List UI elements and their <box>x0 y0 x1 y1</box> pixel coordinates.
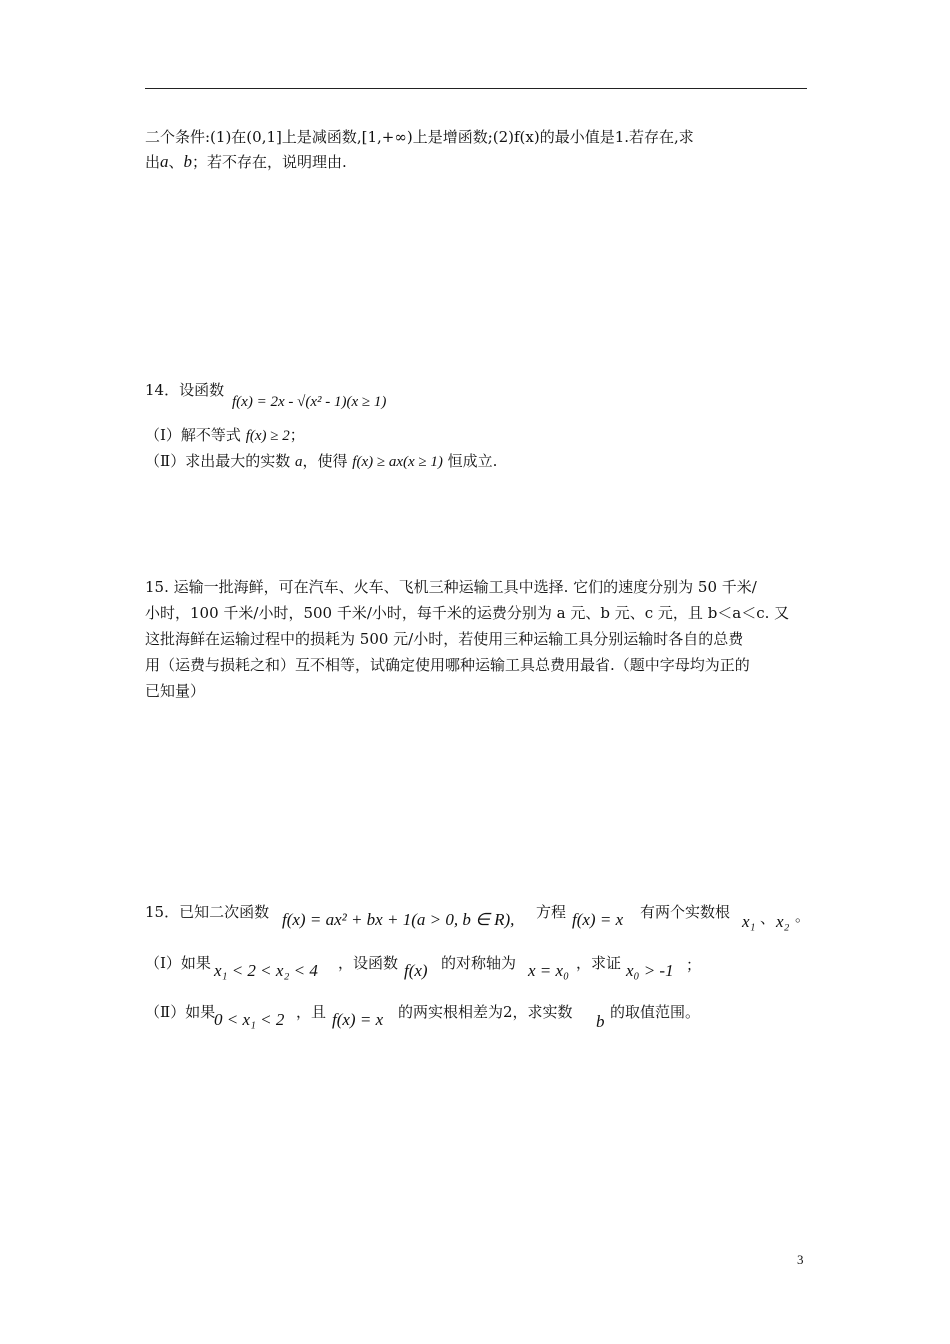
page-number: 3 <box>797 1252 804 1267</box>
p15b-tail: 有两个实数根 <box>640 903 731 921</box>
p14-ii-var: a <box>294 454 303 470</box>
p15b-eq: f(x) = x <box>572 910 624 929</box>
p14-i-label: （Ⅰ）解不等式 <box>145 426 241 444</box>
p15b-i-result: x₀ > -1 <box>626 961 674 980</box>
p15a-line2: 小时，100 千米/小时，500 千米/小时，每千米的运费分别为 a 元、b 元、c 元，且 b＜a＜c. 又 <box>145 604 790 622</box>
p13-prefix: 出 <box>145 153 161 171</box>
p15b-i-cond: x₁ < 2 < x₂ < 4 <box>214 961 318 980</box>
p14-part1 <box>145 425 305 446</box>
p15b-root2: x₂ <box>776 912 790 931</box>
p13-suffix: ；若不存在，说明理由. <box>192 153 347 171</box>
p15a-line3: 这批海鲜在运输过程中的损耗为 500 元/小时，若使用三种运输工具分别运输时各自的总费 <box>145 630 744 648</box>
p14-ii-label: （Ⅱ）求出最大的实数 <box>145 452 291 470</box>
p15b-i-mid: ，设函数 <box>338 954 399 972</box>
p14-ii-end: 恒成立. <box>447 452 498 470</box>
p13-line2 <box>145 152 347 172</box>
p14-i-formula: f(x) ≥ 2 <box>245 428 290 444</box>
p15b-ii-end: 的取值范围。 <box>610 1003 701 1021</box>
p14-part2 <box>145 451 497 472</box>
p14-formula: f(x) = 2x - √(x² - 1)(x ≥ 1) <box>232 394 387 410</box>
p14-ii-formula: f(x) ≥ ax(x ≥ 1) <box>352 454 443 470</box>
var-b: b <box>183 152 193 171</box>
p14-intro: 14．设函数 <box>145 381 225 399</box>
var-a: a <box>160 152 169 171</box>
p14-ii-mid: ，使得 <box>302 452 348 470</box>
p15b-i-end: ； <box>686 956 702 974</box>
p13-sep: 、 <box>168 153 184 171</box>
p15a-line4: 用（运费与损耗之和）互不相等，试确定使用哪种运输工具总费用最省.（题中字母均为正的 <box>145 656 750 674</box>
p15b-ii-eq: f(x) = x <box>332 1010 384 1029</box>
p15b-ii-cond: 0 < x₁ < 2 <box>214 1010 285 1029</box>
p15b-i-axis: 的对称轴为 <box>441 954 517 972</box>
p15b-intro: 15．已知二次函数 <box>145 903 270 921</box>
p15b-root1: x₁ <box>742 912 756 931</box>
p15b-i-axis-eq: x = x₀ <box>528 961 569 980</box>
p15b-i-fx: f(x) <box>404 961 428 980</box>
p15a-line1: 15. 运输一批海鲜，可在汽车、火车、飞机三种运输工具中选择. 它们的速度分别为 50 千米/ <box>145 578 757 596</box>
p15b-mid: 方程 <box>536 903 567 921</box>
p15b-i-label: （Ⅰ）如果 <box>145 954 211 972</box>
p15b-end: 。 <box>795 907 811 925</box>
header-rule <box>145 88 807 89</box>
p14-i-end: ； <box>289 426 305 444</box>
p15b-sep: 、 <box>760 909 776 927</box>
p15b-ii-label: （Ⅱ）如果 <box>145 1003 216 1021</box>
p15b-formula: f(x) = ax² + bx + 1(a > 0, b ∈ R), <box>282 910 515 929</box>
p15b-i-prove: ，求证 <box>576 954 622 972</box>
p15b-ii-var: b <box>596 1012 605 1031</box>
p15a-line5: 已知量） <box>145 682 206 700</box>
p15b-ii-tail: 的两实根相差为2，求实数 <box>398 1003 573 1021</box>
p15b-ii-mid: ，且 <box>296 1003 327 1021</box>
p13-line1: 二个条件:(1)在(0,1]上是减函数,[1,+∞)上是增函数;(2)f(x)的最小值是1.若存在,求 <box>145 128 694 146</box>
